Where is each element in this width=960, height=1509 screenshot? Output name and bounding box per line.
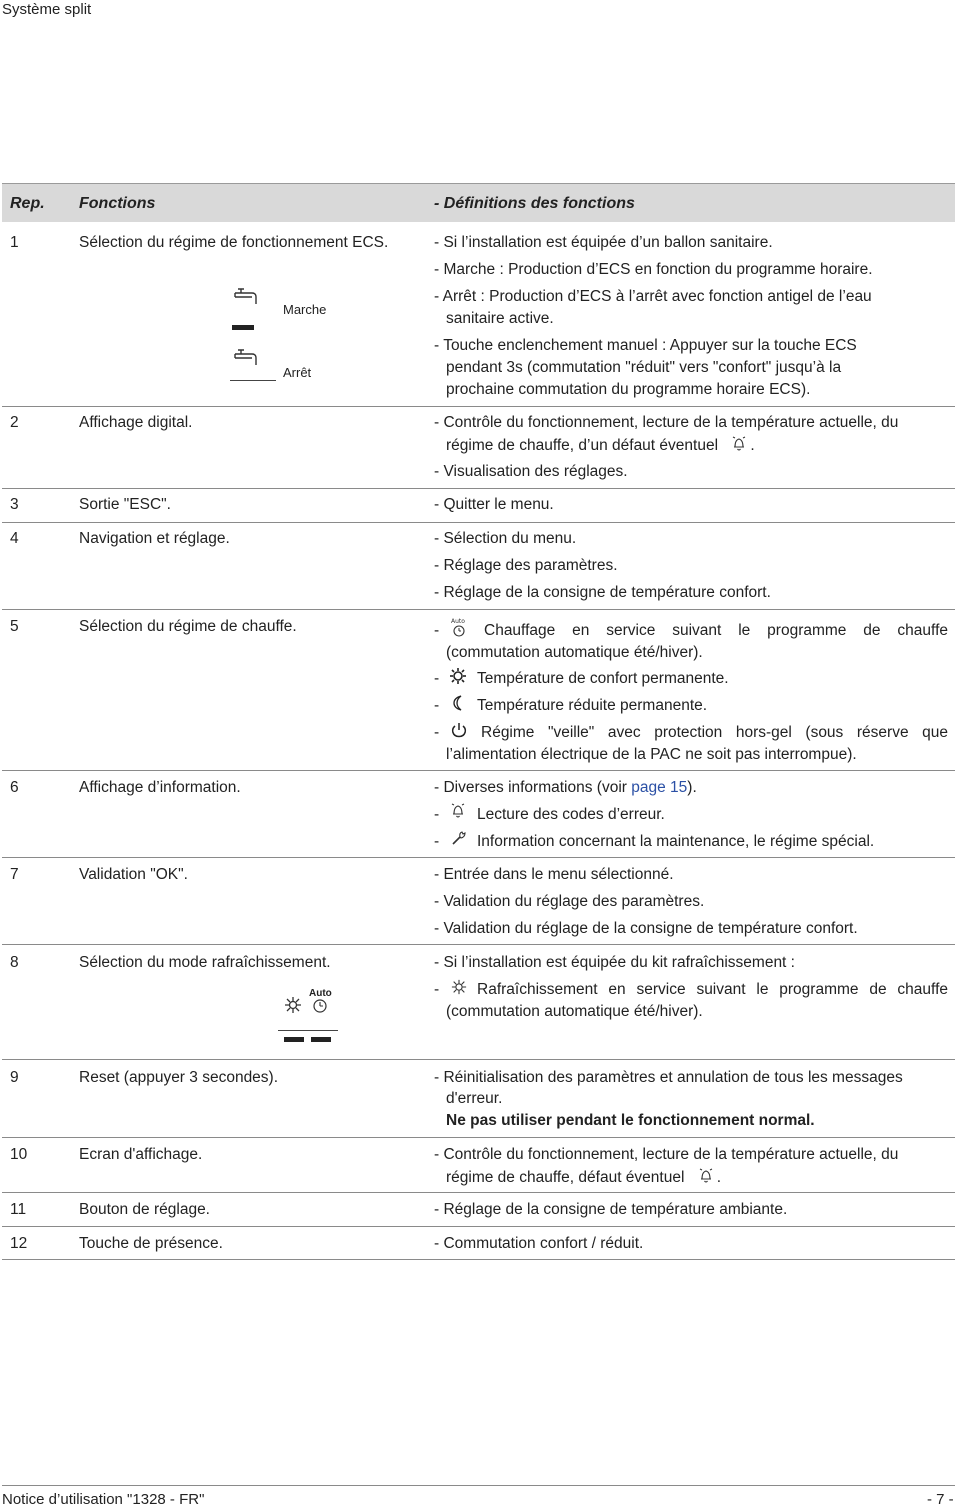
- row-8-def-2b: (commutation automatique été/hiver).: [446, 1003, 703, 1020]
- row-6-dash-2: -: [434, 806, 440, 823]
- row-4-number: 4: [10, 530, 19, 547]
- header-fonctions: Fonctions: [79, 195, 156, 212]
- row-5-def-3: Température réduite permanente.: [477, 697, 708, 714]
- header-rep: Rep.: [10, 195, 45, 212]
- row-7-number: 7: [10, 866, 19, 883]
- row-5-def-4a: Régime "veille" avec protection hors-gel (sous réserve que: [481, 724, 948, 741]
- row-2-def-1b-end: .: [750, 437, 755, 454]
- row-divider: [2, 522, 955, 523]
- page-15-link[interactable]: page 15: [631, 779, 688, 796]
- row-1-function: Sélection du régime de fonctionnement ECS.: [79, 234, 389, 251]
- row-5-def-1a: Chauffage en service suivant le programme de chauffe: [484, 622, 948, 639]
- sun-icon: [449, 667, 467, 690]
- row-4-def-3: - Réglage de la consigne de température confort.: [434, 584, 771, 601]
- row-7-function: Validation "OK".: [79, 866, 188, 883]
- footer-notice: Notice d’utilisation "1328 - FR": [2, 1491, 205, 1508]
- row-11-number: 11: [10, 1201, 27, 1218]
- row-10-def-1b-text: régime de chauffe, défaut éventuel: [446, 1169, 685, 1186]
- footer-divider: [2, 1485, 955, 1486]
- svg-text:Auto: Auto: [451, 618, 465, 625]
- marche-bar-icon: [232, 318, 256, 336]
- row-2-def-2: - Visualisation des réglages.: [434, 463, 628, 480]
- row-5-dash-4: -: [434, 724, 440, 741]
- row-1-def-3b: sanitaire active.: [446, 310, 554, 327]
- row-1-def-4c: prochaine commutation du programme horaire ECS).: [446, 381, 811, 398]
- row-9-def-1a: - Réinitialisation des paramètres et annulation de tous les messages: [434, 1069, 903, 1086]
- row-5-dash-2: -: [434, 670, 440, 687]
- table-header: [2, 183, 955, 222]
- row-6-def-2: Lecture des codes d’erreur.: [477, 806, 665, 823]
- header-definitions: - Définitions des fonctions: [434, 195, 635, 212]
- auto-label: Auto: [309, 988, 332, 999]
- snowflake-icon: [451, 979, 467, 1000]
- row-8-def-2a: Rafraîchissement en service suivant le programme de chauffe: [477, 981, 948, 998]
- row-1-number: 1: [10, 234, 19, 251]
- row-10-def-1b: [446, 1168, 721, 1189]
- row-1-def-4a: - Touche enclenchement manuel : Appuyer sur la touche ECS: [434, 337, 857, 354]
- arret-line-icon: [230, 370, 278, 388]
- page-header-title: Système split: [2, 1, 92, 18]
- row-1-def-4b: pendant 3s (commutation "réduit" vers "confort" jusqu’à la: [446, 359, 842, 376]
- row-2-def-1b-text: régime de chauffe, d’un défaut éventuel: [446, 437, 719, 454]
- row-3-function: Sortie "ESC".: [79, 496, 171, 513]
- row-1-def-2: - Marche : Production d’ECS en fonction du programme horaire.: [434, 261, 873, 278]
- row-8-dash-2: -: [434, 981, 440, 998]
- row-divider: [2, 1137, 955, 1138]
- row-3-number: 3: [10, 496, 19, 513]
- power-icon: [450, 721, 468, 744]
- row-6-def-1-post: ).: [687, 779, 697, 796]
- wrench-icon: [451, 830, 467, 851]
- row-8-def-1: - Si l’installation est équipée du kit rafraîchissement :: [434, 954, 795, 971]
- bell-icon: [451, 803, 465, 824]
- row-6-def-1: [434, 779, 697, 797]
- row-9-def-1b: d'erreur.: [446, 1090, 503, 1107]
- row-2-number: 2: [10, 414, 19, 431]
- row-2-def-1b: [446, 436, 755, 457]
- row-8-function: Sélection du mode rafraîchissement.: [79, 954, 331, 971]
- auto-clock-icon: [450, 617, 470, 644]
- auto-clock-icon: [312, 998, 330, 1019]
- row-4-def-1: - Sélection du menu.: [434, 530, 577, 547]
- row-12-def-1: - Commutation confort / réduit.: [434, 1235, 644, 1252]
- snowflake-icon: [284, 996, 302, 1019]
- row-10-function: Ecran d'affichage.: [79, 1146, 203, 1163]
- row-9-number: 9: [10, 1069, 19, 1086]
- row-divider: [2, 1059, 955, 1060]
- row-10-number: 10: [10, 1146, 28, 1163]
- row-divider: [2, 1259, 955, 1260]
- row-divider: [2, 944, 955, 945]
- row-divider: [2, 770, 955, 771]
- row-7-def-3: - Validation du réglage de la consigne de température confort.: [434, 920, 858, 937]
- row-5-number: 5: [10, 618, 19, 635]
- row-11-def-1: - Réglage de la consigne de température ambiante.: [434, 1201, 788, 1218]
- row-divider: [2, 406, 955, 407]
- row-11-function: Bouton de réglage.: [79, 1201, 210, 1218]
- label-arret: Arrêt: [283, 365, 312, 380]
- row-6-number: 6: [10, 779, 19, 796]
- row-4-def-2: - Réglage des paramètres.: [434, 557, 618, 574]
- row-12-function: Touche de présence.: [79, 1235, 223, 1252]
- row-4-function: Navigation et réglage.: [79, 530, 230, 547]
- row-10-def-1b-end: .: [716, 1169, 722, 1186]
- row-5-dash-1: -: [434, 622, 440, 639]
- row-5-def-1b: (commutation automatique été/hiver).: [446, 644, 703, 661]
- row-divider: [2, 857, 955, 858]
- row-6-function: Affichage d’information.: [79, 779, 241, 796]
- tap-icon: [232, 285, 262, 312]
- row-1-def-3a: - Arrêt : Production d’ECS à l’arrêt avec fonction antigel de l’eau: [434, 288, 872, 305]
- row-12-number: 12: [10, 1235, 28, 1252]
- label-marche: Marche: [283, 302, 327, 317]
- row-5-function: Sélection du régime de chauffe.: [79, 618, 297, 635]
- row-6-dash-3: -: [434, 833, 440, 850]
- tap-icon: [232, 346, 262, 373]
- bell-icon: [699, 1168, 713, 1189]
- footer-page-number: - 7 -: [927, 1491, 954, 1508]
- row-2-def-1a: - Contrôle du fonctionnement, lecture de la température actuelle, du: [434, 414, 899, 431]
- row-2-function: Affichage digital.: [79, 414, 193, 431]
- row-10-def-1a: - Contrôle du fonctionnement, lecture de la température actuelle, du: [434, 1146, 899, 1163]
- row-7-def-1: - Entrée dans le menu sélectionné.: [434, 866, 674, 883]
- row-5-dash-3: -: [434, 697, 440, 714]
- row-6-def-1-pre: - Diverses informations (voir: [434, 779, 632, 796]
- row-5-def-2: Température de confort permanente.: [477, 670, 729, 687]
- row-8-number: 8: [10, 954, 19, 971]
- selector-bar-icon: [284, 1030, 334, 1048]
- bell-icon: [732, 436, 746, 457]
- row-divider: [2, 1226, 955, 1227]
- row-divider: [2, 1192, 955, 1193]
- moon-icon: [451, 694, 467, 717]
- row-3-def-1: - Quitter le menu.: [434, 496, 554, 513]
- row-1-def-1: - Si l’installation est équipée d’un ballon sanitaire.: [434, 234, 773, 251]
- row-divider: [2, 609, 955, 610]
- row-9-function: Reset (appuyer 3 secondes).: [79, 1069, 279, 1086]
- row-6-def-3: Information concernant la maintenance, le régime spécial.: [477, 833, 875, 850]
- row-divider: [2, 488, 955, 489]
- row-9-warning: Ne pas utiliser pendant le fonctionnement normal.: [446, 1112, 815, 1129]
- row-7-def-2: - Validation du réglage des paramètres.: [434, 893, 705, 910]
- row-5-def-4b: l’alimentation électrique de la PAC ne soit pas interrompue).: [446, 746, 857, 763]
